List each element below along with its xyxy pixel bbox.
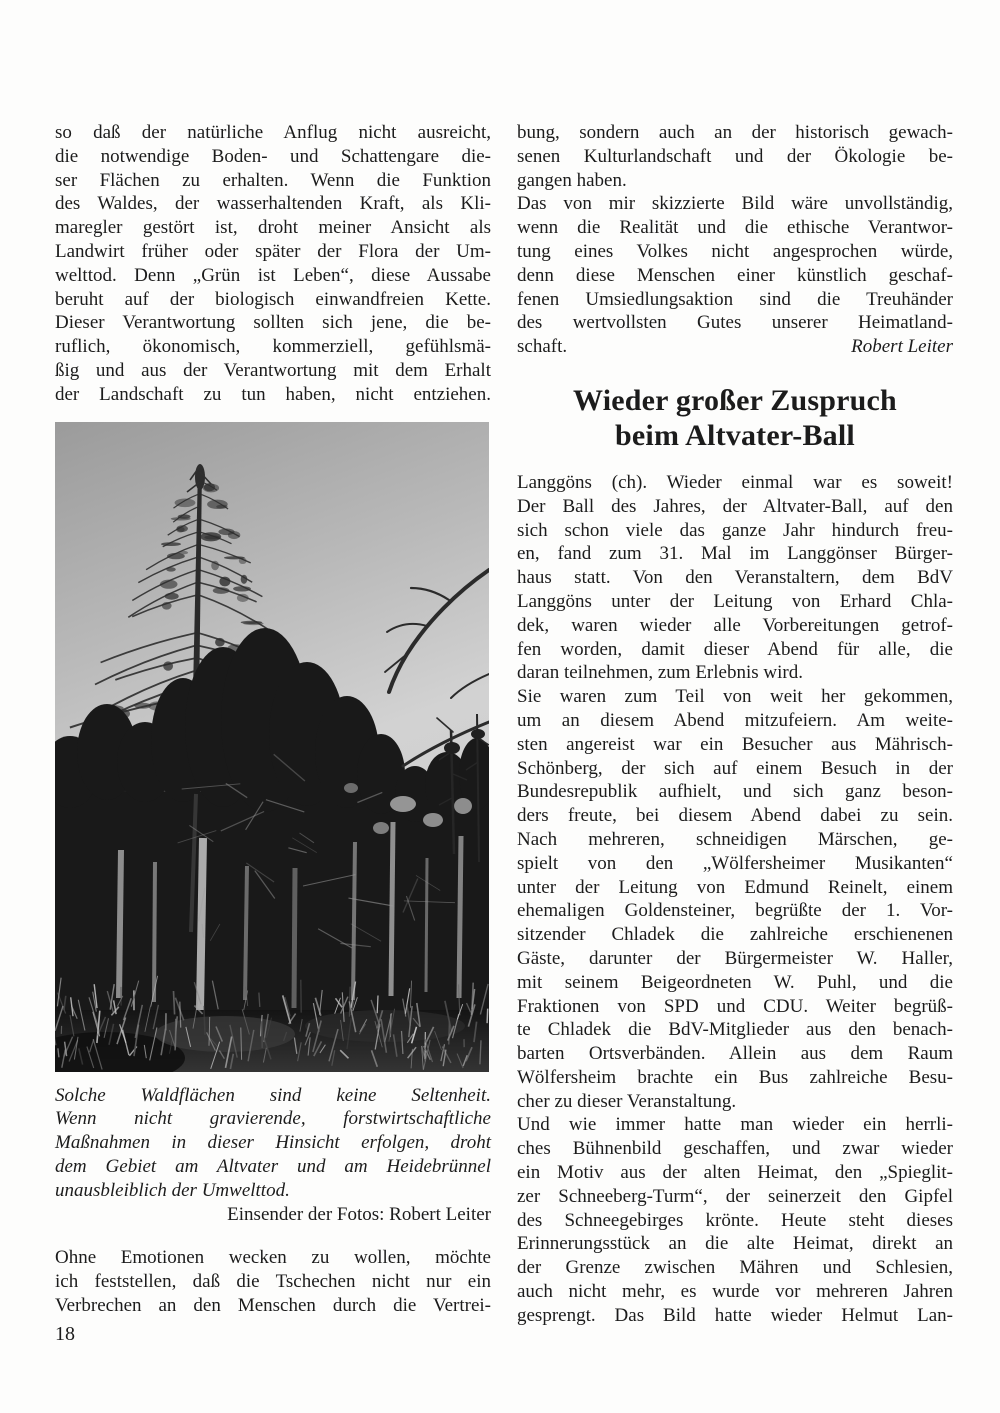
text-line: sich schon viele das ganze Jahr hindurch freu- [517, 519, 953, 541]
text-line: Ohne Emotionen wecken zu wollen, möchte [55, 1247, 491, 1269]
text-line: so daß der natürliche Anflug nicht ausreicht, [55, 122, 491, 143]
text-line: gangen haben. [517, 169, 627, 191]
text-line: Das von mir skizzierte Bild wäre unvollständig, [517, 193, 953, 215]
text-line: Solche Waldflächen sind keine Seltenheit. [55, 1084, 491, 1106]
text-line: ein Motiv aus der alten Heimat, den „Spieglit- [517, 1162, 953, 1184]
text-line: ser Flächen zu erhalten. Wenn die Funktion [55, 169, 491, 191]
text-line: sitzender Chladek die zahlreiche erschienenen [517, 924, 953, 946]
text-line: Wenn nicht gravierende, forstwirtschaftliche [55, 1108, 491, 1130]
left-column [55, 121, 491, 1318]
text-line: haus statt. Von den Veranstaltern, dem BdV [517, 567, 953, 589]
text-line: fenen Umsiedlungsaktion sind die Treuhänder [517, 288, 953, 310]
paragraph-kulturlandschaft [517, 121, 953, 335]
foreground-meadow [55, 1010, 489, 1072]
text-line: des wertvollsten Gutes unserer Heimatland- [517, 312, 953, 334]
text-line: denn diese Menschen einer künstlich geschaf- [517, 264, 953, 286]
text-line: sten angereist war ein Besucher aus Mährisch- [517, 733, 953, 755]
text-line: ehemaligen Goldensteiner, begrüßte der 1. Vor- [517, 900, 953, 922]
text-line: Langgöns (ch). Wieder einmal war es soweit! [517, 471, 953, 493]
text-line: um an diesem Abend mitzufeiern. Am weite- [517, 709, 953, 731]
text-line: unausbleiblich der Umwelttod. [55, 1179, 290, 1201]
text-line: daran teilnehmen, zum Erlebnis wird. [517, 662, 803, 684]
paragraph-vertreibung [55, 1246, 491, 1317]
signature-row [517, 335, 953, 359]
text-line: Verbrechen an den Menschen durch die Vertrei- [55, 1294, 491, 1316]
altvater-ball-article [517, 471, 953, 1328]
text-line: auch nicht mehr, es wurde vor mehreren Jahren [517, 1281, 953, 1303]
text-line: ich feststellen, daß die Tschechen nicht nur ein [55, 1271, 491, 1293]
text-line: Bundesrepublik aufhielt, und sich ganz beson- [517, 781, 953, 803]
text-line: Fraktionen von SPD und CDU. Weiter begrüß- [517, 995, 953, 1017]
text-line: cher zu dieser Veranstaltung. [517, 1090, 737, 1112]
forest-photo-image [55, 422, 489, 1072]
text-line: en, fand zum 31. Mal im Langgönser Bürger- [517, 543, 953, 565]
page-number: 18 [55, 1323, 75, 1345]
text-line: ches Bühnenbild geschaffen, und zwar wieder [517, 1138, 953, 1160]
text-line: wenn die Realität und die ethische Verantwor- [517, 217, 953, 239]
text-line: tung eines Volkes nicht angesprochen würde, [517, 240, 953, 262]
paragraph-last-word: schaft. [517, 336, 568, 358]
text-line: ßig und aus der Verantwortung mit dem Erhalt [55, 359, 491, 381]
text-line: bung, sondern auch an der historisch gewach- [517, 122, 953, 143]
paragraph-forest-continued [55, 121, 491, 407]
text-line: fen worden, damit dieser Abend für alle, die [517, 638, 953, 660]
text-line: des Waldes, der wasserhaltenden Kraft, als Kli- [55, 193, 491, 215]
headline-line-2: beim Altvater-Ball [615, 418, 855, 452]
text-line: Der Ball des Jahres, der Altvater-Ball, auf den [517, 495, 953, 517]
text-line: senen Kulturlandschaft und der Ökologie be- [517, 145, 953, 167]
text-line: beruht auf der biologisch einwandfreien Kette. [55, 288, 491, 310]
text-line: Und wie immer hatte man wieder ein herrli- [517, 1114, 953, 1136]
article-headline [517, 383, 953, 453]
text-line: ruflich, ökonomisch, kommerziell, gefühlsmä- [55, 336, 491, 358]
text-line: barten Ortsverbänden. Allein aus dem Raum [517, 1043, 953, 1065]
photo-credit: Einsender der Fotos: Robert Leiter [227, 1203, 491, 1225]
text-line: maregler gestört ist, droht meiner Ansicht als [55, 217, 491, 239]
text-line: spielt von den „Wölfersheimer Musikanten“ [517, 852, 953, 874]
text-line: Sie waren zum Teil von weit her gekommen, [517, 686, 953, 708]
text-line: dem Gebiet am Altvater und am Heidebrünnel [55, 1155, 491, 1177]
photo-caption [55, 1084, 491, 1203]
text-line: der Grenze zwischen Mähren und Schlesien, [517, 1257, 953, 1279]
forest-photo [55, 422, 489, 1072]
text-line: Erinnerungsstück an die alte Heimat, direkt an [517, 1233, 953, 1255]
text-line: zer Schneeberg-Turm“, der seinerzeit den Gipfel [517, 1185, 953, 1207]
text-line: ders freute, bei diesem Abend dabei zu sein. [517, 805, 953, 827]
text-line: dek, waren wieder alle Vorbereitungen getrof- [517, 614, 953, 636]
text-line: unter der Leitung von Edmund Reinelt, einem [517, 876, 953, 898]
text-line: Maßnahmen in dieser Hinsicht erfolgen, droht [55, 1132, 491, 1154]
text-line: te Chladek die BdV-Mitglieder aus den benach- [517, 1019, 953, 1041]
text-line: Dieser Verantwortung sollten sich jene, die be- [55, 312, 491, 334]
text-line: des Schneegebirges krönte. Heute steht dieses [517, 1209, 953, 1231]
text-line: Gäste, darunter der Bürgermeister W. Haller, [517, 947, 953, 969]
text-line: Nach mehreren, schneidigen Märschen, ge- [517, 828, 953, 850]
text-line: gesprengt. Das Bild hatte wieder Helmut Lan- [517, 1304, 953, 1326]
text-line: Wölfersheim brachte ein Bus zahlreiche Besu- [517, 1066, 953, 1088]
author-signature: Robert Leiter [851, 336, 953, 358]
text-line: der Landschaft zu tun haben, nicht entziehen. [55, 383, 491, 405]
text-line: welttod. Denn „Grün ist Leben“, diese Aussabe [55, 264, 491, 286]
text-line: mit seinem Beigeordneten W. Puhl, und die [517, 971, 953, 993]
text-line: Landwirt früher oder später der Flora der Um- [55, 240, 491, 262]
headline-line-1: Wieder großer Zuspruch [573, 383, 897, 417]
text-line: die notwendige Boden- und Schattengare die- [55, 145, 491, 167]
text-line: Langgöns unter der Leitung von Erhard Chla- [517, 590, 953, 612]
text-line: Schönberg, der sich auf einem Besuch in der [517, 757, 953, 779]
right-column [517, 121, 953, 1328]
